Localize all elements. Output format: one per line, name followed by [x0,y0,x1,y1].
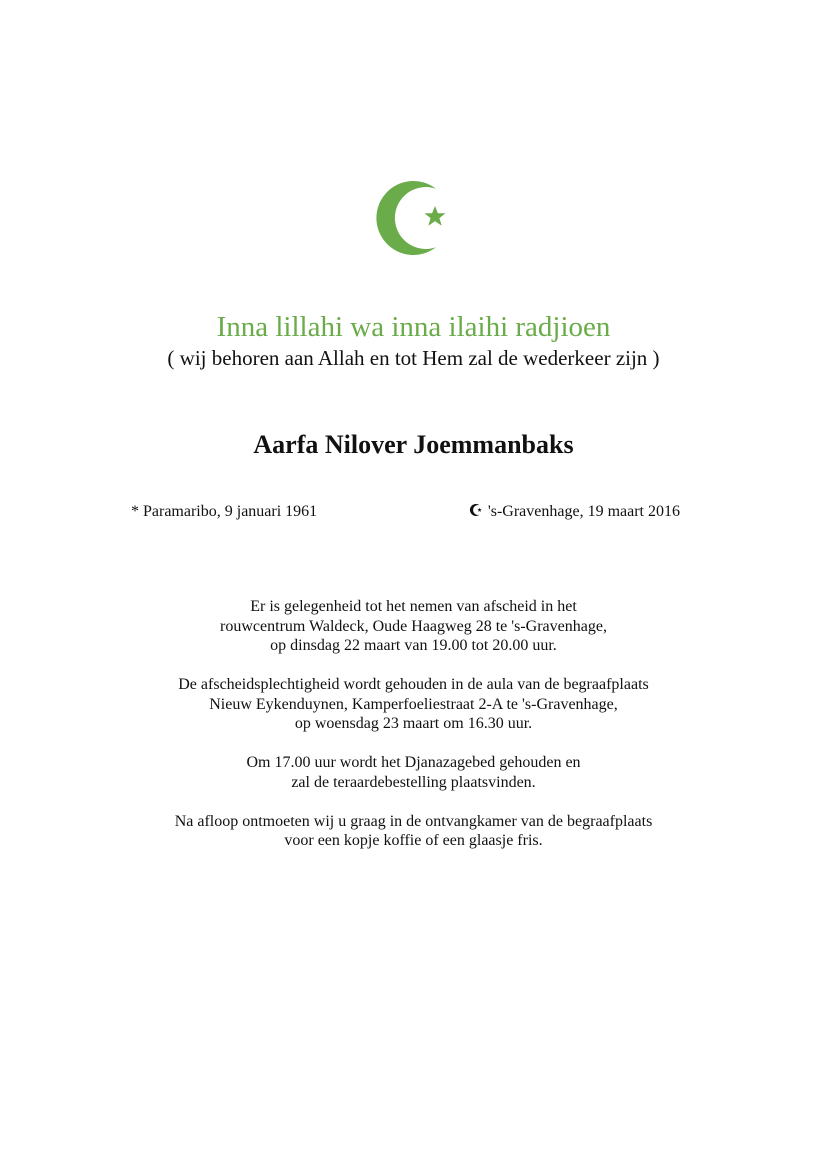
text-line: Nieuw Eykenduynen, Kamperfoeliestraat 2-A te 's-Gravenhage, [209,695,618,713]
crescent-star-icon [374,180,454,256]
text-line: De afscheidsplechtigheid wordt gehouden in de aula van de begraafplaats [178,676,649,693]
death-info [468,501,680,523]
text-line: op dinsdag 22 maart van 19.00 tot 20.00 uur. [270,637,557,654]
text-line: Er is gelegenheid tot het nemen van afscheid in het [250,598,577,615]
birth-info: * Paramaribo, 9 januari 1961 [131,503,318,520]
translation-subheading: ( wij behoren aan Allah en tot Hem zal de wederkeer zijn ) [167,346,660,370]
crescent-star-icon [468,503,484,517]
text-line: voor een kopje koffie of een glaasje fris. [284,832,543,849]
paragraph-prayer-burial [0,753,827,792]
ceremony-information [0,597,827,870]
text-line: zal de teraardebestelling plaatsvinden. [291,773,536,791]
text-line: Om 17.00 uur wordt het Djanazagebed gehouden en [246,754,581,771]
star-shape [425,206,446,226]
death-place-date: 's-Gravenhage, 19 maart 2016 [487,503,680,520]
crescent-shape [376,181,436,255]
paragraph-farewell-ceremony [0,675,827,734]
text-line: Na afloop ontmoeten wij u graag in de ontvangkamer van de begraafplaats [174,812,653,830]
deceased-name: Aarfa Nilover Joemmanbaks [253,430,574,459]
paragraph-reception [0,812,827,851]
arabic-phrase-heading: Inna lillahi wa inna ilaihi radjioen [216,311,611,343]
text-line: rouwcentrum Waldeck, Oude Haagweg 28 te 's-Gravenhage, [220,617,607,635]
text-line: op woensdag 23 maart om 16.30 uur. [294,715,533,732]
paragraph-farewell-viewing [0,597,827,656]
